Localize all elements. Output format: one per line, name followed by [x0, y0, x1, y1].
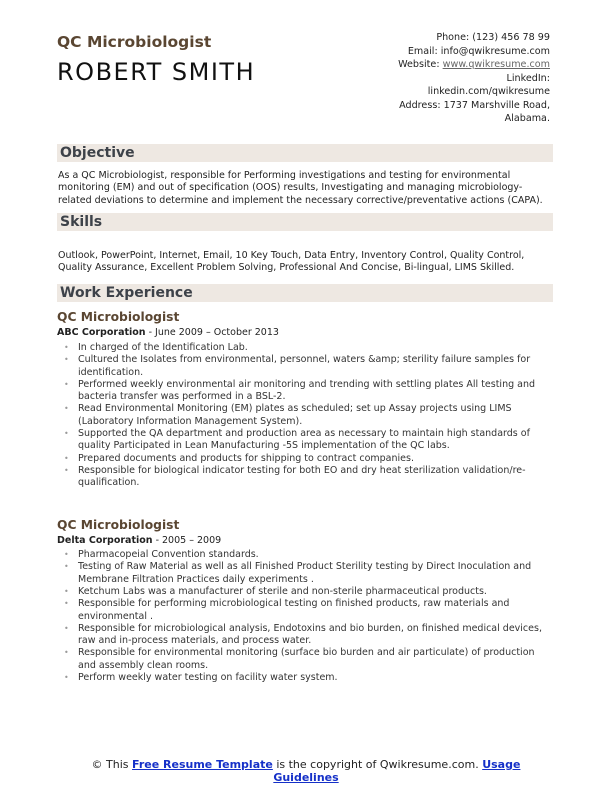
- list-item: • Cultured the Isolates from environmental, personnel, waters &amp; sterility failure samples for identification.: [57, 354, 553, 379]
- company: ABC Corporation: [57, 327, 146, 339]
- linkedin-label: LinkedIn:: [506, 72, 550, 84]
- list-item: • In charged of the Identification Lab.: [57, 342, 553, 354]
- work-heading: Work Experience: [57, 284, 553, 302]
- job-company-line: [57, 535, 553, 548]
- website-link[interactable]: www.qwikresume.com: [442, 59, 550, 70]
- footer-middle: is the copyright of Qwikresume.com.: [272, 758, 483, 771]
- contact-block: [398, 31, 550, 126]
- address-line1: Address: 1737 Marshville Road,: [399, 99, 550, 111]
- job-entry: [57, 518, 553, 685]
- list-item: • Responsible for microbiological analysis, Endotoxins and bio burden, on finished medical devices, raw and in-process materials, and process water.: [57, 623, 553, 648]
- website-label: Website:: [398, 59, 443, 70]
- dates: - 2005 – 2009: [152, 534, 222, 546]
- footer: [80, 758, 532, 784]
- phone: Phone: (123) 456 78 99: [436, 32, 550, 43]
- free-resume-template-link[interactable]: Free Resume Template: [132, 758, 273, 771]
- header-job-title: QC Microbiologist: [57, 33, 212, 51]
- list-item: • Testing of Raw Material as well as all Finished Product Sterility testing by Direct Inoculation and Membrane Filtration Practices daily experiments .: [57, 561, 553, 586]
- skills-heading: Skills: [57, 213, 553, 231]
- resume-body: [57, 144, 553, 684]
- linkedin: linkedin.com/qwikresume: [427, 86, 550, 97]
- candidate-name: ROBERT SMITH: [57, 58, 256, 86]
- usage-guidelines-link[interactable]: Usage Guidelines: [273, 758, 521, 784]
- list-item: • Ketchum Labs was a manufacturer of sterile and non-sterile pharmaceutical products.: [57, 586, 553, 598]
- company: Delta Corporation: [57, 534, 153, 546]
- job-title: QC Microbiologist: [57, 310, 180, 325]
- list-item: • Performed weekly environmental air monitoring and trending with settling plates All testing and bacteria transfer was performed in a BSL-2.: [57, 379, 553, 404]
- job-entry: [57, 310, 553, 489]
- list-item: • Responsible for performing microbiological testing on finished products, raw materials and environmental .: [57, 598, 553, 623]
- email: Email: info@qwikresume.com: [407, 45, 550, 57]
- job-title: QC Microbiologist: [57, 517, 180, 532]
- list-item: • Perform weekly water testing on facility water system.: [57, 672, 553, 684]
- job-bullets: [57, 342, 553, 490]
- list-item: • Prepared documents and products for shipping to contract companies.: [57, 453, 553, 465]
- list-item: • Supported the QA department and production area as necessary to maintain high standards of quality Participated in Lean Manufacturing -5S implementation of the QC labs.: [57, 428, 553, 453]
- list-item: • Pharmacopeial Convention standards.: [57, 549, 553, 561]
- list-item: • Responsible for environmental monitoring (surface bio burden and air particulate) of production and assembly clean rooms.: [57, 647, 553, 672]
- dates: - June 2009 – October 2013: [145, 327, 279, 339]
- objective-heading: Objective: [57, 144, 553, 162]
- job-company-line: [57, 327, 553, 340]
- header: [57, 33, 255, 86]
- skills-text: Outlook, PowerPoint, Internet, Email, 10 Key Touch, Data Entry, Inventory Control, Quality Control, Quality Assurance, Excellent Problem Solving, Professional And Concise, Bi-lingual, LIMS Skilled.: [58, 249, 525, 274]
- list-item: • Responsible for biological indicator testing for both EO and dry heat sterilization validation/re-qualification.: [57, 465, 553, 490]
- address-line2: Alabama.: [504, 113, 550, 124]
- job-bullets: [57, 549, 553, 684]
- objective-text: As a QC Microbiologist, responsible for Performing investigations and testing for environmental monitoring (EM) and out of specification (OOS) results, Investigating and managing microbiology-related deviations to determine and implement the necessary corrective/preventative actions (CAPA).: [58, 170, 543, 206]
- footer-prefix: © This: [91, 758, 133, 771]
- website-line: [398, 58, 550, 72]
- list-item: • Read Environmental Monitoring (EM) plates as scheduled; set up Assay projects using LIMS (Laboratory Information Management System).: [57, 403, 553, 428]
